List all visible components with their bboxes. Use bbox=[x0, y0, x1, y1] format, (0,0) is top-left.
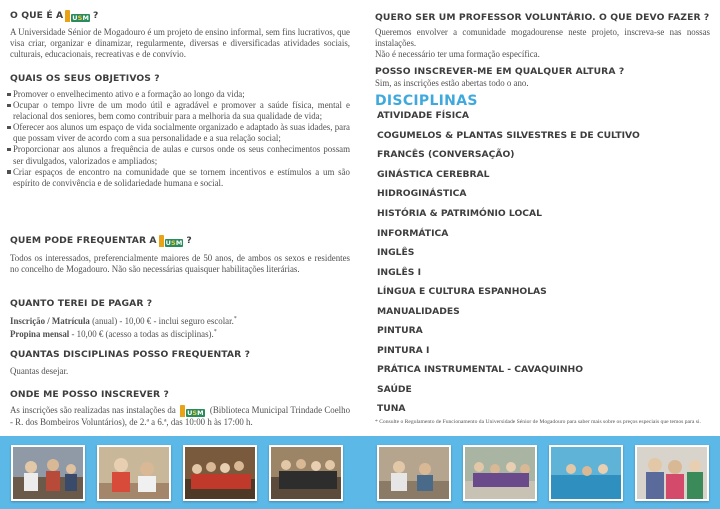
photo-band bbox=[0, 436, 720, 509]
list-item: Promover o envelhecimento ativo e a formação ao longo da vida; bbox=[10, 89, 350, 100]
usm-logo: USM bbox=[180, 405, 204, 417]
list-item: COGUMELOS & PLANTAS SILVESTRES E DE CULTIVO bbox=[377, 130, 640, 141]
list-item: Criar espaços de encontro na comunidade que se tornem incentivos e estímulos a um são espírito de convivência e de solidariedade humana e social. bbox=[10, 167, 350, 189]
photo-students-3 bbox=[183, 445, 257, 501]
list-item: FRANCÊS (CONVERSAÇÃO) bbox=[377, 149, 515, 160]
list-item: TUNA bbox=[377, 403, 406, 414]
heading-how-many: QUANTAS DISCIPLINAS POSSO FREQUENTAR ? bbox=[10, 349, 251, 360]
list-item: PINTURA bbox=[377, 325, 423, 336]
heading-who-can-attend: QUEM PODE FREQUENTAR A USM ? bbox=[10, 235, 192, 247]
list-item: LÍNGUA E CULTURA ESPANHOLAS bbox=[377, 286, 547, 297]
objectives-list bbox=[10, 89, 350, 189]
what-is-text: A Universidade Sénior de Mogadouro é um projeto de ensino informal, sem fins lucrativos, que visa criar, organizar e dinamizar, regularmente, diversas e diversificadas atividades sociais, culturais, educacionais, recreativas e de convívio. bbox=[10, 27, 350, 60]
section-how-many bbox=[10, 349, 350, 377]
list-item: Proporcionar aos alunos a frequência de aulas e cursos onde os seus conhecimentos possam ser divulgados, valorizados e ampliados; bbox=[10, 144, 350, 166]
heading-where-register: ONDE ME POSSO INSCREVER ? bbox=[10, 389, 169, 400]
pricing-monthly: Propina mensal - 10,00 € (acesso a todas as disciplinas).* bbox=[10, 329, 217, 340]
list-item: SAÚDE bbox=[377, 384, 412, 395]
disciplinas-footnote: * Consulte o Regulamento de Funcionamento da Universidade Sénior de Mogadouro para saber mais sobre os preços especiais que temos para si. bbox=[375, 419, 701, 425]
list-item: ATIVIDADE FÍSICA bbox=[377, 110, 470, 121]
list-item: INFORMÁTICA bbox=[377, 228, 449, 239]
usm-logo: USM bbox=[159, 235, 184, 247]
photo-students-1 bbox=[11, 445, 85, 501]
disciplinas-list bbox=[375, 0, 710, 440]
who-can-attend-text: Todos os interessados, preferencialmente maiores de 50 anos, de ambos os sexos e residentes no concelho de Mogadouro. Não são necessárias quaisquer habilitações literárias. bbox=[10, 253, 350, 275]
heading-what-is: O QUE É A USM ? bbox=[10, 10, 99, 22]
photo-students-8 bbox=[635, 445, 709, 501]
list-item: Ocupar o tempo livre de um modo útil e agradável e promover a saúde física, mental e relacional dos seniores, bem como contribuir para a melhoria da sua qualidade de vida; bbox=[10, 100, 350, 122]
photo-students-7 bbox=[549, 445, 623, 501]
list-item: Oferecer aos alunos um espaço de vida socialmente organizado e adaptado às suas idades, para que possam viver de acordo com a sua personalidade e a sua relação social; bbox=[10, 122, 350, 144]
heading-volunteer: QUERO SER UM PROFESSOR VOLUNTÁRIO. O QUE DEVO FAZER ? bbox=[375, 12, 710, 23]
photo-students-4 bbox=[269, 445, 343, 501]
list-item: INGLÊS I bbox=[377, 267, 422, 278]
section-pricing bbox=[10, 298, 350, 340]
volunteer-text-2: Não é necessário ter uma formação específica. bbox=[375, 49, 540, 60]
usm-logo: USM bbox=[65, 10, 90, 22]
photo-students-2 bbox=[97, 445, 171, 501]
volunteer-text-1: Queremos envolver a comunidade mogadourense neste projeto, inscreva-se nas nossas instalações. bbox=[375, 27, 710, 49]
section-objectives bbox=[10, 73, 350, 189]
disciplinas-title: DISCIPLINAS bbox=[375, 93, 478, 109]
heading-register-anytime: POSSO INSCREVER-ME EM QUALQUER ALTURA ? bbox=[375, 66, 625, 77]
register-anytime-text: Sim, as inscrições estão abertas todo o ano. bbox=[375, 78, 529, 88]
pricing-registration: Inscrição / Matrícula (anual) - 10,00 € - inclui seguro escolar.* bbox=[10, 315, 237, 326]
section-where-register bbox=[10, 389, 350, 428]
section-what-is bbox=[10, 10, 350, 60]
list-item: HIDROGINÁSTICA bbox=[377, 188, 467, 199]
heading-pricing: QUANTO TEREI DE PAGAR ? bbox=[10, 298, 153, 309]
section-who-can-attend bbox=[10, 235, 350, 275]
list-item: PINTURA I bbox=[377, 345, 430, 356]
photo-students-6 bbox=[463, 445, 537, 501]
list-item: MANUALIDADES bbox=[377, 306, 460, 317]
how-many-text: Quantas desejar. bbox=[10, 366, 69, 376]
list-item: GINÁSTICA CEREBRAL bbox=[377, 169, 490, 180]
list-item: HISTÓRIA & PATRIMÓNIO LOCAL bbox=[377, 208, 542, 219]
photo-students-5 bbox=[377, 445, 451, 501]
list-item: PRÁTICA INSTRUMENTAL - CAVAQUINHO bbox=[377, 364, 584, 375]
list-item: INGLÊS bbox=[377, 247, 415, 258]
where-register-text: As inscrições são realizadas nas instalações da USM (Biblioteca Municipal Trindade Coelho - R. dos Bombeiros Voluntários), de 2.ª a 6.ª, das 10:00 h às 17:00 h. bbox=[10, 405, 351, 427]
heading-objectives: QUAIS OS SEUS OBJETIVOS ? bbox=[10, 73, 160, 84]
